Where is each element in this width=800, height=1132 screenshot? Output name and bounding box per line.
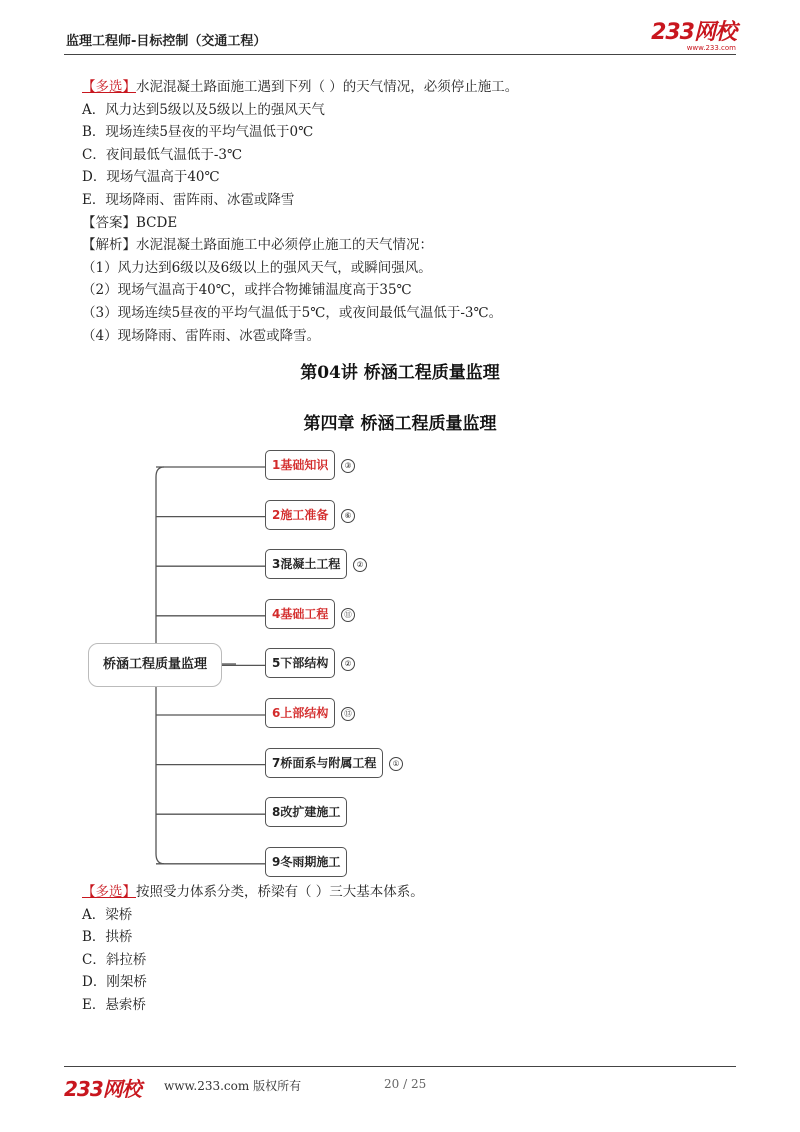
analysis-text: 水泥混凝土路面施工中必须停止施工的天气情况： bbox=[136, 237, 433, 254]
count-badge: ① bbox=[389, 757, 403, 771]
mindmap-node-2: 2施工准备 bbox=[265, 500, 335, 530]
analysis-point-3: （3）现场连续5昼夜的平均气温低于5℃，或夜间最低气温低于-3℃。 bbox=[82, 304, 503, 321]
question-type-tag: 【多选】 bbox=[82, 884, 136, 900]
logo-url: www.233.com bbox=[686, 44, 736, 52]
document-title: 监理工程师-目标控制（交通工程） bbox=[66, 34, 267, 49]
option-d: D．刚架桥 bbox=[82, 974, 147, 991]
option-d: D．现场气温高于40℃ bbox=[82, 169, 220, 186]
page-footer bbox=[64, 1066, 736, 1101]
option-e: E．悬索桥 bbox=[82, 996, 146, 1013]
mindmap-node-1: 1基础知识 bbox=[265, 450, 335, 480]
count-badge: ③ bbox=[341, 459, 355, 473]
mindmap-node-8: 8改扩建施工 bbox=[265, 797, 347, 827]
question-text: 水泥混凝土路面施工遇到下列（ ）的天气情况，必须停止施工。 bbox=[136, 79, 519, 95]
mindmap-node-7: 7桥面系与附属工程 bbox=[265, 748, 383, 778]
count-badge: ⑬ bbox=[341, 707, 355, 721]
question-2 bbox=[82, 881, 722, 1017]
analysis-point-2: （2）现场气温高于40℃，或拌合物摊铺温度高于35℃ bbox=[82, 282, 412, 299]
option-b: B．拱桥 bbox=[82, 929, 133, 946]
chapter-heading: 第四章 桥涵工程质量监理 bbox=[303, 414, 497, 434]
count-badge: ⑥ bbox=[341, 509, 355, 523]
question-type-tag: 【多选】 bbox=[82, 79, 136, 95]
question-text: 按照受力体系分类，桥梁有（ ）三大基本体系。 bbox=[136, 884, 424, 900]
mindmap-node-4: 4基础工程 bbox=[265, 599, 335, 629]
option-e: E．现场降雨、雷阵雨、冰雹或降雪 bbox=[82, 191, 295, 208]
option-a: A．梁桥 bbox=[82, 906, 133, 923]
analysis-tag: 【解析】 bbox=[82, 237, 136, 254]
option-a: A．风力达到5级以及5级以上的强风天气 bbox=[82, 101, 325, 118]
footer-logo: 233网校 bbox=[64, 1077, 141, 1101]
count-badge: ② bbox=[353, 558, 367, 572]
option-c: C．夜间最低气温低于-3℃ bbox=[82, 146, 243, 163]
analysis-point-4: （4）现场降雨、雷阵雨、冰雹或降雪。 bbox=[82, 327, 321, 344]
answer-value: BCDE bbox=[136, 214, 178, 231]
count-badge: ⑪ bbox=[341, 608, 355, 622]
question-stem bbox=[82, 881, 722, 904]
footer-copyright: www.233.com 版权所有 bbox=[164, 1079, 302, 1093]
count-badge: ② bbox=[341, 657, 355, 671]
analysis-point-1: （1）风力达到6级以及6级以上的强风天气，或瞬间强风。 bbox=[82, 259, 432, 276]
option-c: C．斜拉桥 bbox=[82, 951, 147, 968]
answer-tag: 【答案】 bbox=[82, 214, 136, 231]
mindmap-node-9: 9冬雨期施工 bbox=[265, 847, 347, 877]
option-b: B．现场连续5昼夜的平均气温低于0℃ bbox=[82, 124, 314, 141]
mindmap-node-6: 6上部结构 bbox=[265, 698, 335, 728]
mindmap-node-3: 3混凝土工程 bbox=[265, 549, 347, 579]
mindmap-root: 桥涵工程质量监理 bbox=[88, 643, 222, 687]
lecture-heading: 第04讲 桥涵工程质量监理 bbox=[300, 363, 500, 383]
logo-text: 233网校 bbox=[651, 20, 736, 45]
mindmap-node-5: 5下部结构 bbox=[265, 648, 335, 678]
page-number: 20 / 25 bbox=[384, 1077, 427, 1091]
